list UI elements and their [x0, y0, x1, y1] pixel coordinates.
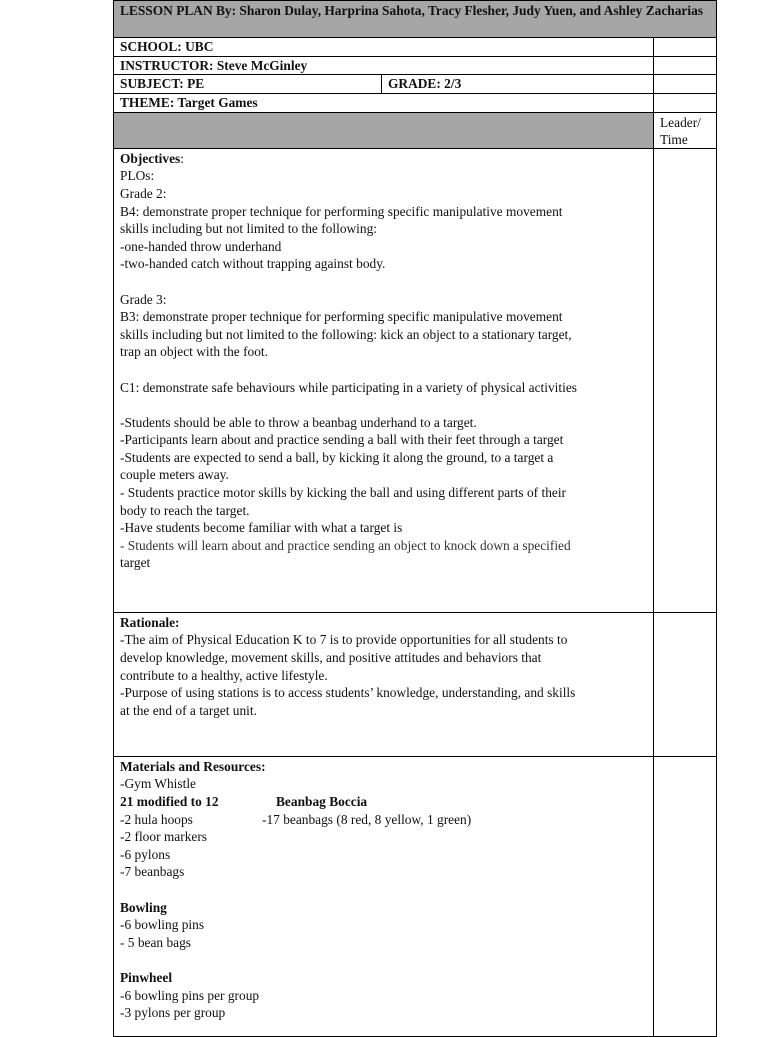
- materials-item: -7 beanbags: [120, 864, 185, 880]
- grade-field: GRADE: 2/3: [382, 75, 654, 94]
- lesson-plan-authors: LESSON PLAN By: Sharon Dulay, Harprina Sahota, Tracy Flesher, Judy Yuen, and Ashley Zacharias: [114, 1, 717, 38]
- objectives-line: B3: demonstrate proper technique for performing specific manipulative movement: [120, 309, 563, 325]
- rationale-line: -The aim of Physical Education K to 7 is to provide opportunities for all students to: [120, 632, 568, 648]
- rationale-line: develop knowledge, movement skills, and positive attitudes and behaviors that: [120, 649, 542, 665]
- materials-heading: Materials and Resources:: [120, 758, 266, 774]
- materials-item: -Gym Whistle: [120, 776, 196, 792]
- materials-item: -2 hula hoops: [120, 811, 193, 827]
- bowling-heading: Bowling: [120, 899, 167, 915]
- instructor-side-cell: [654, 56, 717, 75]
- objectives-section: Objectives: PLOs: Grade 2: B4: demonstrate proper technique for performing specific manipulative movement skills including but not limited to the following: -one-handed throw underhand -two-handed catch without trapping against body. Grade 3: B3: demonstrate proper technique for performing specific manipulative movement skills including but not limited to the following: kick an object to a stationary target, trap an object with the foot. C1: demonstrate safe behaviours while participating in a variety of physical activities -Students should be able to throw a beanbag underhand to a target. -Participants learn about and practice sending a ball with their feet through a target -Students are expected to send a ball, by kicking it along the ground, to a target a couple meters away. - Students practice motor skills by kicking the ball and using different parts of their body to reach the target. -Have students become familiar with what a target is - Students will learn about and practice sending an object to knock down a specified target: [114, 148, 654, 612]
- pinwheel-heading: Pinwheel: [120, 969, 173, 985]
- objectives-line: trap an object with the foot.: [120, 344, 268, 360]
- lesson-plan-table: [113, 0, 717, 1037]
- rationale-heading: Rationale:: [120, 614, 180, 630]
- objectives-line: -Students are expected to send a ball, by kicking it along the ground, to a target a: [120, 449, 554, 465]
- materials-item: -6 pylons: [120, 846, 171, 862]
- rationale-side-cell: [654, 612, 717, 756]
- objectives-line: Grade 3:: [120, 291, 167, 307]
- materials-item: -2 floor markers: [120, 829, 208, 845]
- theme-side-cell: [654, 93, 717, 112]
- modified-count: 21 modified to 12: [120, 793, 219, 809]
- shaded-header-row: [114, 112, 654, 148]
- rationale-line: at the end of a target unit.: [120, 702, 257, 718]
- objectives-line: PLOs:: [120, 168, 155, 184]
- objectives-line: skills including but not limited to the following:: [120, 221, 378, 237]
- grade-side-cell: [654, 75, 717, 94]
- objectives-line: -Students should be able to throw a beanbag underhand to a target.: [120, 414, 477, 430]
- objectives-line: target: [120, 555, 151, 571]
- objectives-line: skills including but not limited to the following: kick an object to a stationary target,: [120, 326, 572, 342]
- objectives-line: couple meters away.: [120, 467, 229, 483]
- rationale-line: contribute to a healthy, active lifestyle.: [120, 667, 328, 683]
- leader-time-header: Leader/ Time: [654, 112, 717, 148]
- objectives-line: -Have students become familiar with what a target is: [120, 520, 403, 536]
- materials-item: -6 bowling pins per group: [120, 987, 260, 1003]
- objectives-line: -one-handed throw underhand: [120, 238, 282, 254]
- objectives-line: B4: demonstrate proper technique for performing specific manipulative movement: [120, 203, 563, 219]
- materials-side-cell: [654, 756, 717, 1036]
- materials-item: -6 bowling pins: [120, 917, 205, 933]
- objectives-line: C1: demonstrate safe behaviours while participating in a variety of physical activities: [120, 379, 578, 395]
- objectives-line: - Students practice motor skills by kicking the ball and using different parts of their: [120, 485, 567, 501]
- objectives-heading: Objectives: [120, 150, 181, 166]
- school-field: SCHOOL: UBC: [114, 38, 654, 57]
- objectives-line: -Participants learn about and practice sending a ball with their feet through a target: [120, 432, 564, 448]
- materials-item: -3 pylons per group: [120, 1005, 226, 1021]
- materials-item: -17 beanbags (8 red, 8 yellow, 1 green): [262, 811, 472, 827]
- materials-item: - 5 bean bags: [120, 934, 192, 950]
- instructor-field: INSTRUCTOR: Steve McGinley: [114, 56, 654, 75]
- subject-field: SUBJECT: PE: [114, 75, 382, 94]
- rationale-section: [114, 612, 654, 756]
- beanbag-boccia-heading: Beanbag Boccia: [276, 793, 368, 809]
- objectives-side-cell: [654, 148, 717, 612]
- objectives-line: - Students will learn about and practice sending an object to knock down a specified: [120, 537, 571, 553]
- school-side-cell: [654, 38, 717, 57]
- materials-section: [114, 756, 654, 1036]
- objectives-line: Grade 2:: [120, 185, 167, 201]
- rationale-line: -Purpose of using stations is to access students’ knowledge, understanding, and skills: [120, 685, 576, 701]
- theme-field: THEME: Target Games: [114, 93, 654, 112]
- objectives-line: body to reach the target.: [120, 502, 250, 518]
- objectives-line: -two-handed catch without trapping against body.: [120, 256, 386, 272]
